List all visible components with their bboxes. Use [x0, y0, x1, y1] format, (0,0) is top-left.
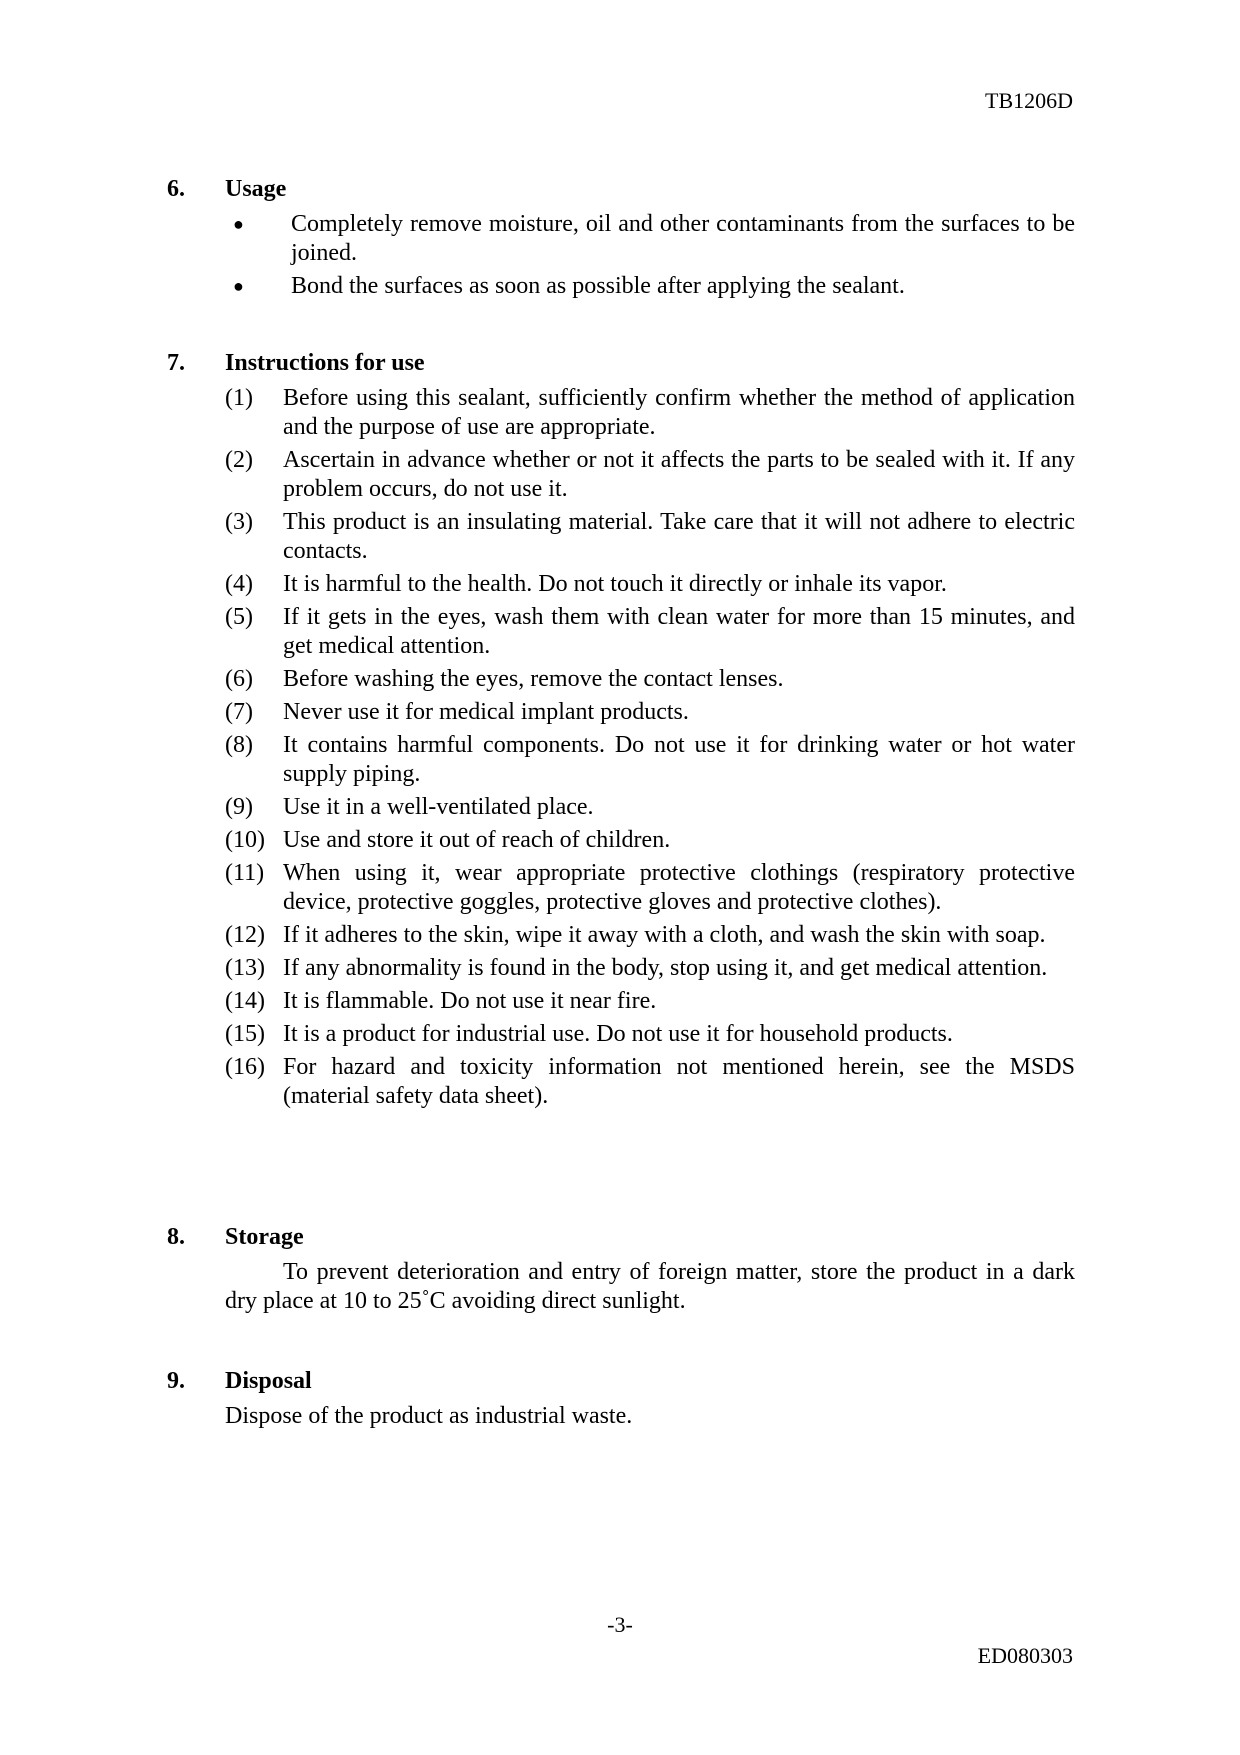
- instruction-item: [167, 570, 1075, 599]
- bullet-icon: ●: [233, 276, 244, 296]
- instruction-text: For hazard and toxicity information not mentioned herein, see the MSDS (material safety data sheet).: [283, 1054, 1075, 1109]
- section-heading: [167, 350, 1075, 384]
- instruction-item: [167, 603, 1075, 661]
- instruction-text: It is a product for industrial use. Do not use it for household products.: [283, 1021, 953, 1047]
- instruction-text: If any abnormality is found in the body, stop using it, and get medical attention.: [283, 955, 1048, 981]
- instruction-item: [167, 508, 1075, 566]
- instruction-item: [167, 384, 1075, 442]
- section-usage: [167, 176, 1075, 305]
- bullet-text: Completely remove moisture, oil and other contaminants from the surfaces to be joined.: [291, 211, 1075, 266]
- bullet-text: Bond the surfaces as soon as possible after applying the sealant.: [291, 273, 905, 299]
- instruction-text: It contains harmful components. Do not use it for drinking water or hot water supply piping.: [283, 732, 1075, 787]
- instruction-item: [167, 1053, 1075, 1111]
- instruction-number: (15): [225, 1021, 265, 1047]
- section-title: Disposal: [225, 1368, 312, 1394]
- instruction-number: (12): [225, 922, 265, 948]
- instruction-text: Never use it for medical implant products.: [283, 699, 689, 725]
- instruction-item: [167, 826, 1075, 855]
- instruction-number: (3): [225, 509, 253, 535]
- instruction-number: (16): [225, 1054, 265, 1080]
- instruction-item: [167, 665, 1075, 694]
- section-title: Instructions for use: [225, 350, 425, 376]
- instruction-number: (13): [225, 955, 265, 981]
- instruction-item: [167, 698, 1075, 727]
- section-number: 9.: [167, 1368, 185, 1394]
- instruction-text: Use it in a well-ventilated place.: [283, 794, 594, 820]
- section-heading: [167, 1224, 1075, 1258]
- instruction-number: (4): [225, 571, 253, 597]
- instruction-text: This product is an insulating material. Take care that it will not adhere to electric contacts.: [283, 509, 1075, 564]
- instruction-number: (8): [225, 732, 253, 758]
- instruction-number: (7): [225, 699, 253, 725]
- section-storage: [167, 1224, 1075, 1316]
- instruction-item: [167, 731, 1075, 789]
- instruction-item: [167, 793, 1075, 822]
- instruction-number: (10): [225, 827, 265, 853]
- instruction-text: When using it, wear appropriate protective clothings (respiratory protective device, protective goggles, protective gloves and protective clothes).: [283, 860, 1075, 915]
- instruction-number: (11): [225, 860, 265, 886]
- instruction-item: [167, 987, 1075, 1016]
- section-instructions: [167, 350, 1075, 1115]
- storage-text: To prevent deterioration and entry of foreign matter, store the product in a dark dry place at 10 to 25˚C avoiding direct sunlight.: [225, 1259, 1075, 1314]
- instruction-text: Ascertain in advance whether or not it affects the parts to be sealed with it. If any problem occurs, do not use it.: [283, 447, 1075, 502]
- instruction-number: (6): [225, 666, 253, 692]
- instruction-item: [167, 921, 1075, 950]
- section-number: 6.: [167, 176, 185, 202]
- section-heading: [167, 176, 1075, 210]
- instruction-item: [167, 446, 1075, 504]
- instruction-item: [167, 1020, 1075, 1049]
- section-heading: [167, 1368, 1075, 1402]
- instruction-item: [167, 954, 1075, 983]
- bullet-item: [167, 210, 1075, 268]
- instruction-number: (9): [225, 794, 253, 820]
- instruction-number: (5): [225, 604, 253, 630]
- instruction-text: If it gets in the eyes, wash them with clean water for more than 15 minutes, and get medical attention.: [283, 604, 1075, 659]
- section-number: 8.: [167, 1224, 185, 1250]
- bullet-item: [167, 272, 1075, 301]
- section-disposal: [167, 1368, 1075, 1431]
- instruction-number: (2): [225, 447, 253, 473]
- bullet-icon: ●: [233, 214, 244, 234]
- instruction-item: [167, 859, 1075, 917]
- instruction-text: Use and store it out of reach of children.: [283, 827, 671, 853]
- section-title: Usage: [225, 176, 287, 202]
- instruction-text: Before using this sealant, sufficiently confirm whether the method of application and the purpose of use are appropriate.: [283, 385, 1075, 440]
- disposal-text: Dispose of the product as industrial waste.: [225, 1403, 633, 1429]
- document-code-footer: ED080303: [977, 1643, 1073, 1668]
- instruction-number: (1): [225, 385, 253, 411]
- instruction-text: Before washing the eyes, remove the contact lenses.: [283, 666, 784, 692]
- page-number: -3-: [607, 1612, 633, 1637]
- instruction-text: If it adheres to the skin, wipe it away with a cloth, and wash the skin with soap.: [283, 922, 1046, 948]
- instruction-list: [167, 384, 1075, 1111]
- instruction-text: It is harmful to the health. Do not touch it directly or inhale its vapor.: [283, 571, 947, 597]
- document-code-header: TB1206D: [985, 88, 1073, 113]
- section-number: 7.: [167, 350, 185, 376]
- instruction-text: It is flammable. Do not use it near fire.: [283, 988, 657, 1014]
- instruction-number: (14): [225, 988, 265, 1014]
- section-title: Storage: [225, 1224, 304, 1250]
